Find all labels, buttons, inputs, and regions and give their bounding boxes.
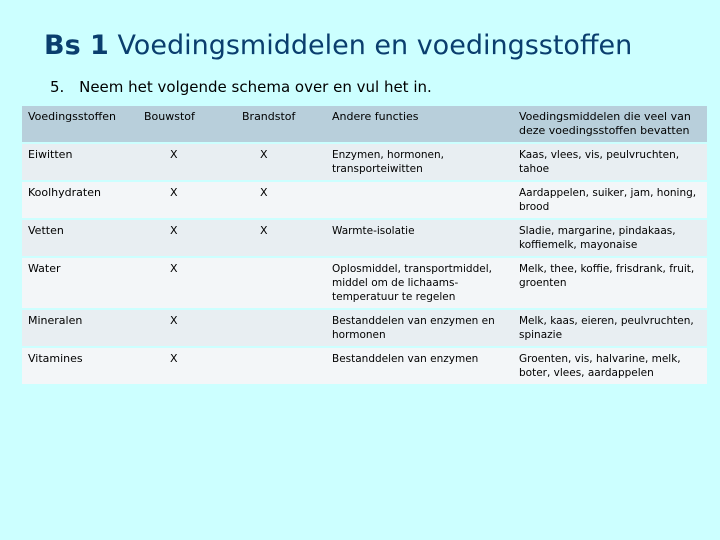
cell-functies — [326, 181, 513, 219]
cell-bouwstof: X — [170, 314, 178, 327]
cell-bouwstof: X — [170, 148, 178, 161]
cell-nutrient: Vitamines — [28, 352, 83, 365]
cell-voedingsmiddelen: Melk, thee, koffie, frisdrank, fruit, groenten — [519, 263, 695, 289]
cell-functies: Warmte-isolatie — [332, 225, 415, 237]
cell-bouwstof: X — [170, 224, 178, 237]
cell-voedingsmiddelen: Groenten, vis, halvarine, melk, boter, vlees, aardappelen — [519, 353, 681, 379]
cell-voedingsmiddelen: Aardappelen, suiker, jam, honing, brood — [519, 187, 697, 213]
table-row — [22, 143, 707, 181]
table-row — [22, 257, 707, 309]
cell-functies: Oplosmiddel, transportmiddel, middel om de lichaams-temperatuur te regelen — [332, 263, 492, 303]
cell-brandstof: X — [260, 186, 268, 199]
cell-brandstof: X — [260, 224, 268, 237]
table-row — [22, 219, 707, 257]
nutrients-table — [22, 106, 707, 384]
cell-functies: Bestanddelen van enzymen en hormonen — [332, 315, 495, 341]
header-andere-functies: Andere functies — [332, 110, 419, 123]
cell-brandstof: X — [260, 148, 268, 161]
instruction — [50, 78, 432, 96]
cell-voedingsmiddelen: Melk, kaas, eieren, peulvruchten, spinazie — [519, 315, 694, 341]
instruction-number: 5. — [50, 78, 65, 96]
cell-bouwstof: X — [170, 186, 178, 199]
table-row — [22, 309, 707, 347]
cell-bouwstof: X — [170, 352, 178, 365]
header-brandstof: Brandstof — [242, 110, 296, 123]
cell-bouwstof: X — [170, 262, 178, 275]
cell-nutrient: Water — [28, 262, 61, 275]
cell-voedingsmiddelen: Sladie, margarine, pindakaas, koffiemelk, mayonaise — [519, 225, 676, 251]
cell-nutrient: Vetten — [28, 224, 64, 237]
cell-functies: Bestanddelen van enzymen — [332, 353, 479, 365]
table-row — [22, 347, 707, 384]
header-voedingsstoffen: Voedingsstoffen — [28, 110, 116, 123]
cell-brandstof — [236, 309, 326, 347]
cell-brandstof — [236, 257, 326, 309]
cell-functies: Enzymen, hormonen, transporteiwitten — [332, 149, 445, 175]
cell-nutrient: Koolhydraten — [28, 186, 101, 199]
header-bouwstof: Bouwstof — [144, 110, 195, 123]
cell-brandstof — [236, 347, 326, 384]
table-header-row — [22, 106, 707, 143]
slide-title — [44, 30, 632, 61]
header-voedingsmiddelen: Voedingsmiddelen die veel van deze voedingsstoffen bevatten — [519, 110, 691, 137]
table-row — [22, 181, 707, 219]
cell-nutrient: Eiwitten — [28, 148, 73, 161]
slide-title-text: Voedingsmiddelen en voedingsstoffen — [117, 30, 633, 61]
cell-nutrient: Mineralen — [28, 314, 83, 327]
instruction-text: Neem het volgende schema over en vul het in. — [79, 78, 432, 96]
slide-title-prefix: Bs 1 — [44, 30, 109, 61]
cell-voedingsmiddelen: Kaas, vlees, vis, peulvruchten, tahoe — [519, 149, 680, 175]
